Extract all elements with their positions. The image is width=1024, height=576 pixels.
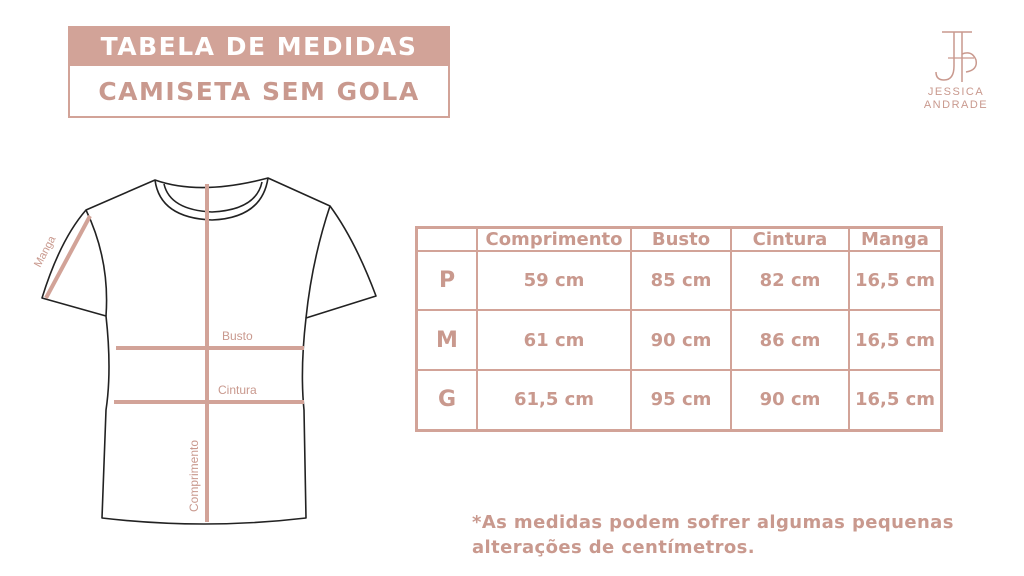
- left-sleeve-seam: [86, 210, 107, 316]
- table-header-waist: Cintura: [731, 228, 849, 252]
- table-cell: 85 cm: [631, 251, 731, 310]
- table-cell: 59 cm: [477, 251, 631, 310]
- table-cell: 16,5 cm: [849, 251, 942, 310]
- title-block: [68, 26, 450, 118]
- brand-name-last: ANDRADE: [923, 99, 989, 111]
- table-row: [417, 370, 942, 431]
- table-cell: 90 cm: [631, 310, 731, 369]
- monogram-logo-icon: [928, 28, 984, 86]
- table-header-bust: Busto: [631, 228, 731, 252]
- table-header-sleeve: Manga: [849, 228, 942, 252]
- table-cell: 86 cm: [731, 310, 849, 369]
- sleeve-label: Manga: [32, 234, 59, 270]
- footnote-line-2: alterações de centímetros.: [472, 537, 755, 558]
- table-cell: 16,5 cm: [849, 310, 942, 369]
- size-table: [415, 226, 943, 432]
- table-header-length: Comprimento: [477, 228, 631, 252]
- bust-label: Busto: [222, 329, 253, 343]
- page-subtitle: CAMISETA SEM GOLA: [68, 66, 450, 118]
- table-cell: 95 cm: [631, 370, 731, 431]
- page-title: TABELA DE MEDIDAS: [68, 26, 450, 66]
- table-row: [417, 251, 942, 310]
- table-header-corner: [417, 228, 478, 252]
- table-header-row: [417, 228, 942, 252]
- footnote-line-1: *As medidas podem sofrer algumas pequenas: [472, 512, 954, 533]
- right-sleeve-seam: [306, 206, 330, 318]
- table-cell: 90 cm: [731, 370, 849, 431]
- size-cell: M: [417, 310, 478, 369]
- table-cell: 82 cm: [731, 251, 849, 310]
- brand-logo: [914, 28, 998, 112]
- sleeve-measure-line: [46, 216, 90, 298]
- footnote: [472, 510, 1002, 560]
- size-cell: G: [417, 370, 478, 431]
- tshirt-diagram: [0, 160, 400, 530]
- size-cell: P: [417, 251, 478, 310]
- table-row: [417, 310, 942, 369]
- table-cell: 16,5 cm: [849, 370, 942, 431]
- waist-label: Cintura: [218, 383, 257, 397]
- table-cell: 61 cm: [477, 310, 631, 369]
- brand-name-first: JESSICA: [927, 86, 985, 98]
- length-label: Comprimento: [187, 439, 201, 512]
- table-cell: 61,5 cm: [477, 370, 631, 431]
